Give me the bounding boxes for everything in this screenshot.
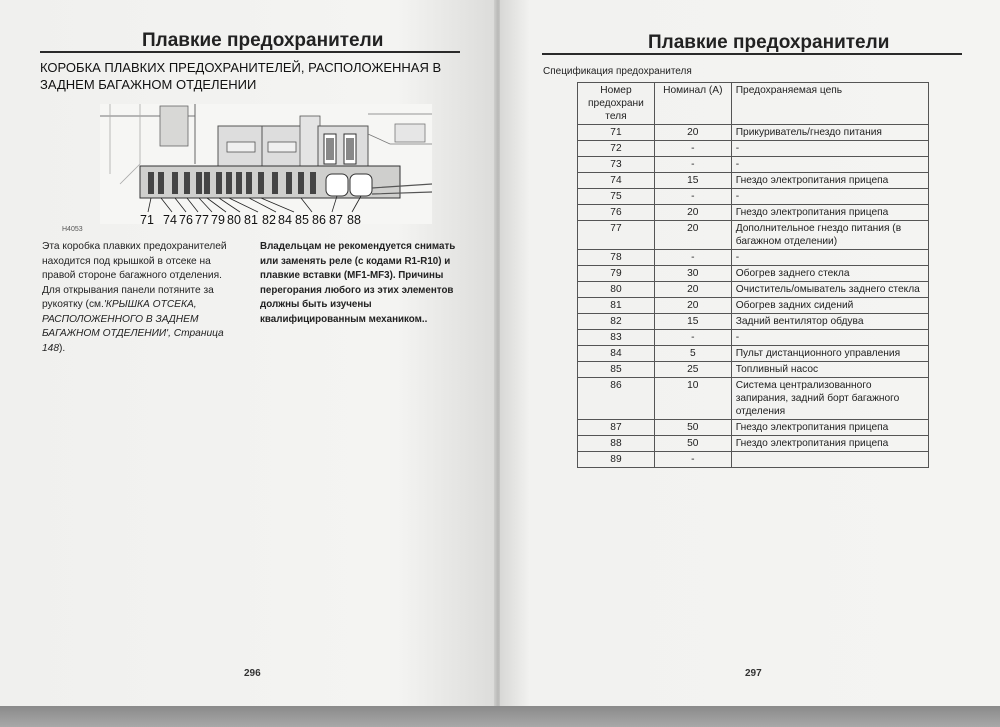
- fuse-label: 86: [312, 213, 326, 227]
- fuse-number-cell: 86: [578, 378, 655, 420]
- column-header-circuit: Предохраняемая цепь: [731, 83, 928, 125]
- fuse-rating-cell: -: [654, 189, 731, 205]
- table-row: [578, 157, 929, 173]
- table-row: [578, 346, 929, 362]
- column-header-rating: Номинал (А): [654, 83, 731, 125]
- fuse-rating-cell: 10: [654, 378, 731, 420]
- section-title: КОРОБКА ПЛАВКИХ ПРЕДОХРАНИТЕЛЕЙ, РАСПОЛОЖЕННАЯ В ЗАДНЕМ БАГАЖНОМ ОТДЕЛЕНИИ: [40, 60, 442, 92]
- fuse-rating-cell: 20: [654, 125, 731, 141]
- fuse-rating-cell: 15: [654, 314, 731, 330]
- fuse-label: 87: [329, 213, 343, 227]
- location-text-end: ).: [59, 342, 66, 354]
- header-rule: [40, 51, 460, 53]
- fuse-rating-cell: 15: [654, 173, 731, 189]
- fuse-label: 74: [163, 213, 177, 227]
- table-row: [578, 141, 929, 157]
- fuse-circuit-cell: Гнездо электропитания прицепа: [731, 173, 928, 189]
- table-row: [578, 436, 929, 452]
- table-row: [578, 362, 929, 378]
- fuse-circuit-cell: Топливный насос: [731, 362, 928, 378]
- fuse-circuit-cell: -: [731, 141, 928, 157]
- fuse-circuit-cell: -: [731, 330, 928, 346]
- fuse-rating-cell: -: [654, 141, 731, 157]
- fuse-number-cell: 77: [578, 221, 655, 250]
- fuse-number-cell: 78: [578, 250, 655, 266]
- table-body: [578, 125, 929, 468]
- location-text: Эта коробка плавких предохранителей находится под крышкой в отсеке на правой стороне багажного отделения. Для открывания панели потяните за рукоятку (см.: [42, 241, 227, 310]
- fuse-rating-cell: 30: [654, 266, 731, 282]
- right-page: [500, 0, 1000, 706]
- fuse-number-cell: 75: [578, 189, 655, 205]
- fuse-circuit-cell: Прикуриватель/гнездо питания: [731, 125, 928, 141]
- fuse-circuit-cell: -: [731, 189, 928, 205]
- spec-title: Спецификация предохранителя: [543, 66, 692, 77]
- fuse-number-cell: 89: [578, 452, 655, 468]
- table-header-row: [578, 83, 929, 125]
- left-page: [0, 0, 496, 706]
- fuse-circuit-cell: Пульт дистанционного управления: [731, 346, 928, 362]
- fuse-circuit-cell: Задний вентилятор обдува: [731, 314, 928, 330]
- fuse-circuit-cell: Дополнительное гнездо питания (в багажном отделении): [731, 221, 928, 250]
- fuse-circuit-cell: Очиститель/омыватель заднего стекла: [731, 282, 928, 298]
- table-row: [578, 173, 929, 189]
- fuse-label: 85: [295, 213, 309, 227]
- fuse-number-cell: 73: [578, 157, 655, 173]
- fuse-label: 80: [227, 213, 241, 227]
- fuse-label: 84: [278, 213, 292, 227]
- table-row: [578, 452, 929, 468]
- fuse-label: 77: [195, 213, 209, 227]
- fuse-rating-cell: 20: [654, 298, 731, 314]
- table-row: [578, 266, 929, 282]
- fuse-number-cell: 83: [578, 330, 655, 346]
- fuse-rating-cell: -: [654, 330, 731, 346]
- page-title: Плавкие предохранители: [142, 30, 384, 51]
- fuse-circuit-cell: Обогрев задних сидений: [731, 298, 928, 314]
- table-row: [578, 282, 929, 298]
- fuse-rating-cell: 20: [654, 282, 731, 298]
- fuse-label: 71: [140, 213, 154, 227]
- fuse-label: 81: [244, 213, 258, 227]
- location-paragraph: [42, 240, 242, 356]
- table-row: [578, 298, 929, 314]
- table-row: [578, 125, 929, 141]
- fuse-rating-cell: 20: [654, 221, 731, 250]
- table-row: [578, 330, 929, 346]
- fuse-rating-cell: 25: [654, 362, 731, 378]
- fuse-label: 79: [211, 213, 225, 227]
- fuse-number-cell: 80: [578, 282, 655, 298]
- column-header-number: Номер предохрани теля: [578, 83, 655, 125]
- warning-paragraph: Владельцам не рекомендуется снимать или заменять реле (с кодами R1-R10) и плавкие вставки (MF1-MF3). Причины перегорания любого из этих элементов должны быть изучены квалифицированным механиком..: [260, 241, 456, 325]
- table-row: [578, 205, 929, 221]
- fuse-number-cell: 85: [578, 362, 655, 378]
- fuse-rating-cell: -: [654, 250, 731, 266]
- fuse-rating-cell: 5: [654, 346, 731, 362]
- cross-reference-link[interactable]: 'КРЫШКА ОТСЕКА, РАСПОЛОЖЕННОГО В ЗАДНЕМ БАГАЖНОМ ОТДЕЛЕНИИ', Страница 148: [42, 299, 224, 354]
- fuse-circuit-cell: -: [731, 250, 928, 266]
- page-number: 297: [745, 668, 762, 679]
- fuse-circuit-cell: Обогрев заднего стекла: [731, 266, 928, 282]
- header-rule: [542, 53, 962, 55]
- fuse-circuit-cell: -: [731, 157, 928, 173]
- fuse-label: 88: [347, 213, 361, 227]
- fuse-rating-cell: -: [654, 452, 731, 468]
- table-row: [578, 420, 929, 436]
- fuse-circuit-cell: Гнездо электропитания прицепа: [731, 420, 928, 436]
- fuse-number-cell: 82: [578, 314, 655, 330]
- fuse-circuit-cell: [731, 452, 928, 468]
- fuse-rating-cell: -: [654, 157, 731, 173]
- fuse-rating-cell: 20: [654, 205, 731, 221]
- table-row: [578, 378, 929, 420]
- table-row: [578, 221, 929, 250]
- page-title: Плавкие предохранители: [648, 32, 890, 53]
- fuse-number-cell: 72: [578, 141, 655, 157]
- figure-code: H4053: [62, 226, 83, 233]
- fuse-number-cell: 81: [578, 298, 655, 314]
- fuse-number-cell: 76: [578, 205, 655, 221]
- fuse-circuit-cell: Гнездо электропитания прицепа: [731, 436, 928, 452]
- fuse-number-cell: 79: [578, 266, 655, 282]
- fuse-number-cell: 74: [578, 173, 655, 189]
- fuse-number-cell: 88: [578, 436, 655, 452]
- fuse-circuit-cell: Система централизованного запирания, задний борт багажного отделения: [731, 378, 928, 420]
- fuse-spec-table: [577, 82, 929, 468]
- fuse-number-cell: 87: [578, 420, 655, 436]
- table-row: [578, 314, 929, 330]
- fuse-circuit-cell: Гнездо электропитания прицепа: [731, 205, 928, 221]
- fuse-box-diagram: [100, 104, 432, 224]
- fuse-number-cell: 71: [578, 125, 655, 141]
- fuse-number-cell: 84: [578, 346, 655, 362]
- table-row: [578, 189, 929, 205]
- fuse-rating-cell: 50: [654, 420, 731, 436]
- fuse-label: 82: [262, 213, 276, 227]
- page-number: 296: [244, 668, 261, 679]
- table-row: [578, 250, 929, 266]
- fuse-label: 76: [179, 213, 193, 227]
- scan-bottom-edge: [0, 706, 1000, 727]
- fuse-rating-cell: 50: [654, 436, 731, 452]
